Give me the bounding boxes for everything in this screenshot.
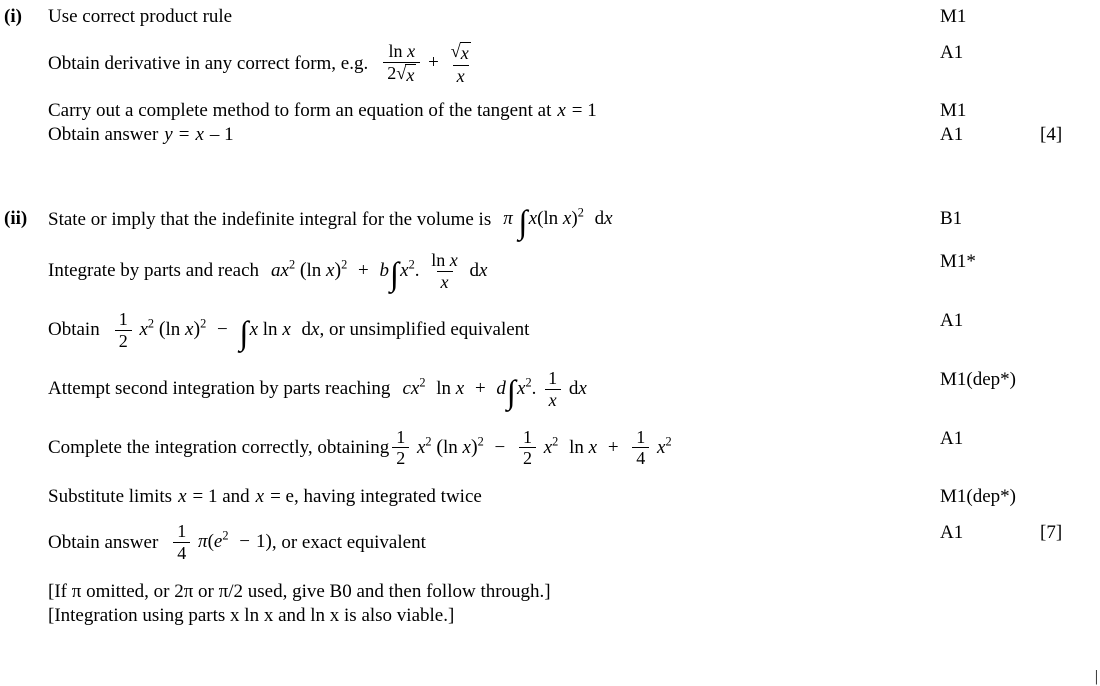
part-ii-line-2-mark: M1* (940, 250, 976, 272)
part-i-total: [4] (1040, 123, 1063, 145)
one-glyph: 1 (118, 308, 128, 329)
part-ii-line-2-row (0, 251, 1100, 292)
one-glyph-5: 1 (636, 426, 646, 447)
part-ii-line-5-row (0, 428, 1100, 469)
ln-glyph-2: ln (543, 207, 559, 229)
part-ii-line-3-after: , or unsimplified equivalent (319, 319, 530, 341)
square-exponent-5: 2 (147, 316, 155, 331)
a-coefficient: a (271, 259, 281, 281)
c-coefficient: c (402, 377, 411, 399)
square-exponent-8: 2 (525, 375, 532, 390)
plus-glyph: + (428, 52, 439, 74)
second-by-parts-expression: $cx^2$ $\ln x + d\int x^2$. $\frac{1}{x}$ dx (402, 367, 587, 411)
pi-glyph-2: π (198, 531, 208, 553)
ln-glyph-7: ln (436, 377, 452, 399)
dx-glyph: dx (594, 207, 613, 229)
by-parts-expression: $ax^2$ (ln $x)^2 + b\int x^2$. $\frac{\text{ln x}}{x}$ dx (271, 249, 488, 294)
part-ii-line-1-row (0, 203, 1100, 241)
part-ii-line-7-mark: A1 (940, 522, 964, 544)
x-glyph-21: x (462, 436, 471, 458)
part-ii-total: [7] (1040, 522, 1063, 544)
x-variable-2: x (195, 123, 204, 145)
x-glyph-20: x (416, 436, 426, 458)
x-glyph: x (407, 41, 416, 61)
part-i-line-4-rest: – 1 (209, 123, 234, 145)
part-i-line-1-row (0, 6, 1100, 28)
note-1: [If π omitted, or 2π or π/2 used, give B0 and then follow through.] (48, 581, 551, 603)
dx-glyph-3: dx (301, 318, 320, 340)
volume-integral-expression: π ∫x(ln x)$^2$ dx (503, 203, 613, 241)
part-i-line-1-text: Use correct product rule (48, 6, 233, 27)
plus-glyph-2: + (358, 259, 369, 281)
ln-glyph-3: ln (306, 259, 322, 281)
part-ii-line-7-after: , or exact equivalent (271, 531, 426, 553)
part-ii-line-4-row (0, 369, 1100, 410)
x-variable-4: x (255, 486, 265, 508)
part-i-line-3-row (0, 100, 1100, 122)
ln-glyph-9: ln (569, 436, 584, 458)
part-i-line-3-text: Carry out a complete method to form an equation of the tangent at (48, 99, 552, 121)
x-variable: x (557, 99, 566, 121)
d-coefficient: d (496, 377, 506, 399)
part-i-line-3-mark: M1 (940, 99, 967, 121)
x-glyph-12: x (139, 318, 148, 340)
dot-glyph: . (414, 259, 420, 281)
two-glyph-4: 2 (519, 447, 536, 468)
y-variable: y (164, 123, 173, 145)
x-glyph-10: x (449, 249, 458, 270)
x-glyph-16: x (410, 377, 420, 399)
note-2-row (0, 605, 1100, 627)
square-exponent-12: 2 (665, 434, 672, 449)
ln-glyph-5: ln (165, 318, 181, 340)
two-glyph-2: 2 (115, 330, 132, 351)
one-glyph-6: 1 (177, 521, 187, 542)
two-glyph: 2 (387, 62, 397, 83)
square-exponent-3: 2 (341, 257, 348, 272)
part-i-line-2-mark: A1 (940, 42, 964, 63)
part-ii-line-6-text: Substitute limits (48, 486, 173, 508)
part-ii-line-3-row (0, 310, 1100, 351)
part-i-line-1-mark: M1 (940, 6, 967, 27)
x-glyph-18: x (517, 377, 526, 399)
square-exponent: 2 (577, 205, 584, 220)
ln-glyph-6: ln (262, 318, 278, 340)
x-glyph-5: x (528, 207, 538, 229)
part-i-line-2-text: Obtain derivative in any correct form, e.g. (48, 52, 369, 74)
part-ii-line-4-text: Attempt second integration by parts reaching (48, 378, 391, 400)
part-ii-line-6-mid: = 1 and (192, 486, 250, 508)
minus-glyph-3: − (239, 531, 250, 553)
x-glyph-15: x (282, 318, 291, 340)
part-ii-line-6-mark: M1(dep*) (940, 486, 1016, 508)
part-ii-label: (ii) (4, 207, 28, 229)
part-ii-line-3-text: Obtain (48, 319, 100, 341)
x-glyph-11: x (440, 271, 449, 292)
x-glyph-17: x (455, 377, 465, 399)
part-ii-line-1-mark: B1 (940, 207, 963, 229)
ln-glyph: ln (388, 41, 403, 61)
one-glyph-2: 1 (548, 367, 558, 388)
two-glyph-3: 2 (392, 447, 409, 468)
x-glyph-24: x (657, 436, 666, 458)
minus-glyph: − (217, 318, 228, 340)
dot-glyph-2: . (531, 377, 537, 399)
page-edge-mark: | (1094, 668, 1098, 685)
part-ii-line-7-text: Obtain answer (48, 531, 159, 553)
part-ii-line-3-mark: A1 (940, 309, 964, 331)
x-glyph-7: x (280, 259, 289, 281)
one-glyph-4: 1 (522, 426, 532, 447)
square-exponent-9: 2 (425, 434, 432, 449)
x-glyph-6: x (562, 207, 572, 229)
part-ii-line-1-text: State or imply that the indefinite integral for the volume is (48, 209, 492, 231)
b-coefficient: b (379, 259, 390, 281)
ln-glyph-8: ln (442, 436, 458, 458)
part-i-line-4-mark: A1 (940, 123, 964, 145)
part-i-line-3-eq: = 1 (571, 99, 597, 121)
part-ii-line-5-mark: A1 (940, 427, 964, 449)
x-glyph-3: x (460, 43, 469, 63)
obtain-integral-expression: $\frac{1}{2}$ $x^2$ (ln x)$^2$ − ∫x ln x dx (112, 310, 320, 351)
one-glyph-3: 1 (396, 426, 406, 447)
minus-glyph-2: − (494, 436, 506, 458)
part-i-line-4-text: Obtain answer (48, 123, 159, 145)
part-ii-line-4-mark: M1(dep*) (940, 368, 1016, 390)
part-i-label: (i) (4, 6, 22, 27)
square-exponent-6: 2 (200, 316, 207, 331)
part-i-line-4-row (0, 124, 1100, 146)
square-exponent-13: 2 (222, 528, 229, 543)
x-glyph-19: x (548, 389, 557, 410)
part-i-line-2-row (0, 42, 1100, 86)
pi-glyph: π (503, 207, 513, 229)
part-ii-line-6-end: = e, having integrated twice (270, 486, 482, 508)
x-variable-3: x (178, 486, 187, 508)
four-glyph-2: 4 (173, 542, 190, 563)
four-glyph: 4 (632, 447, 649, 468)
square-exponent-7: 2 (419, 375, 426, 390)
plus-glyph-4: + (607, 436, 619, 458)
plus-glyph-3: + (474, 377, 486, 399)
ln-glyph-4: ln (431, 249, 446, 270)
x-glyph-9: x (400, 259, 409, 281)
derivative-expression: ln x 2 √ x + √ x x (380, 42, 477, 86)
x-glyph-23: x (588, 436, 598, 458)
x-glyph-14: x (249, 318, 259, 340)
square-exponent-4: 2 (408, 257, 415, 272)
note-2: [Integration using parts x ln x and ln x is also viable.] (48, 605, 455, 627)
square-exponent-11: 2 (552, 434, 559, 449)
e-glyph: e (213, 531, 223, 553)
one-glyph-7: 1 (255, 531, 266, 553)
part-ii-line-6-row (0, 486, 1100, 508)
x-glyph-8: x (326, 259, 335, 281)
x-glyph-2: x (406, 64, 415, 85)
part-ii-line-5-text: Complete the integration correctly, obtaining (48, 436, 390, 458)
part-ii-line-7-row (0, 522, 1100, 563)
x-glyph-4: x (456, 65, 465, 86)
dx-glyph-2: dx (469, 259, 488, 281)
x-glyph-13: x (185, 318, 194, 340)
final-integration-expression: $\frac{1}{2}$ $x^2$ (ln x)$^2$ − $\frac{1}{2}$ $x^2$ ln x + $\frac{1}{4}$ $x^2$ (389, 428, 671, 469)
x-glyph-22: x (543, 436, 553, 458)
note-1-row (0, 581, 1100, 603)
square-exponent-2: 2 (288, 257, 296, 272)
part-ii-line-2-text: Integrate by parts and reach (48, 260, 260, 282)
final-answer-expression: $\frac{1}{4}$ $\pi(e^2 - 1)$ (170, 522, 272, 563)
dx-glyph-4: dx (568, 377, 587, 399)
square-exponent-10: 2 (477, 434, 484, 449)
equals-glyph: = (178, 123, 190, 145)
